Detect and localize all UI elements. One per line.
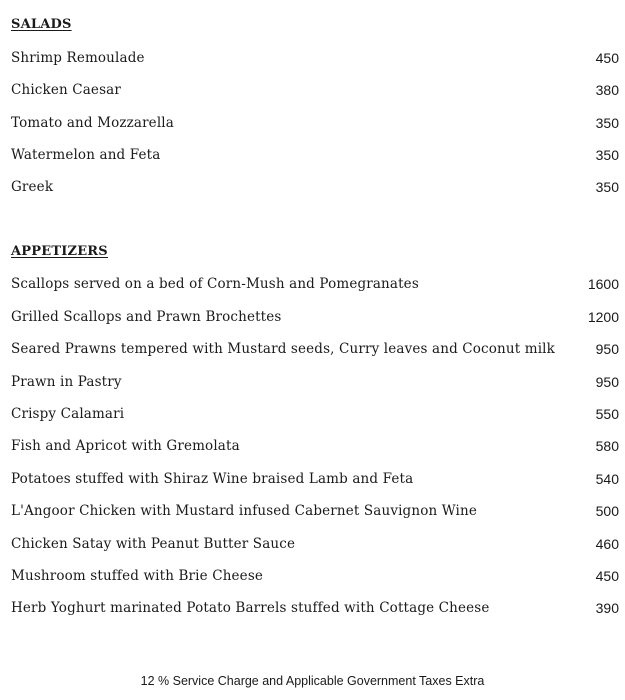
menu-item-price: 390 — [595, 600, 619, 616]
menu-item — [11, 307, 619, 327]
menu-item-price: 460 — [595, 536, 619, 552]
menu-item-name: Watermelon and Feta — [11, 147, 161, 163]
menu-item-name: Tomato and Mozzarella — [11, 115, 174, 131]
menu-item-price: 580 — [595, 438, 619, 454]
menu-item-price: 550 — [595, 406, 619, 422]
menu-item-price: 450 — [595, 50, 619, 66]
menu-item-price: 450 — [595, 568, 619, 584]
menu-item — [11, 177, 619, 197]
menu-item-name: Prawn in Pastry — [11, 374, 122, 390]
menu-item-name: Mushroom stuffed with Brie Cheese — [11, 568, 264, 584]
menu-item — [11, 404, 619, 424]
menu-item-name: Fish and Apricot with Gremolata — [11, 438, 240, 454]
menu-item-price: 500 — [595, 503, 619, 519]
menu-item-name: L'Angoor Chicken with Mustard infused Cabernet Sauvignon Wine — [11, 503, 478, 519]
menu-item-price: 350 — [595, 147, 619, 163]
menu-item — [11, 48, 619, 68]
menu-item — [11, 113, 619, 133]
menu-item-price: 950 — [595, 374, 619, 390]
menu-item-name: Herb Yoghurt marinated Potato Barrels stuffed with Cottage Cheese — [11, 600, 490, 616]
menu-item-name: Crispy Calamari — [11, 406, 125, 422]
menu-item-name: Shrimp Remoulade — [11, 50, 145, 66]
menu-item — [11, 372, 619, 392]
menu-item-price: 380 — [595, 82, 619, 98]
menu-item-price: 950 — [595, 341, 619, 357]
menu-item — [11, 339, 619, 359]
menu-item — [11, 469, 619, 489]
menu-item — [11, 501, 619, 521]
menu-item — [11, 80, 619, 100]
menu-item-price: 350 — [595, 179, 619, 195]
salads-heading: SALADS — [11, 17, 72, 32]
menu-item — [11, 534, 619, 554]
menu-item — [11, 566, 619, 586]
menu-item — [11, 598, 619, 618]
appetizers-heading: APPETIZERS — [11, 244, 108, 259]
menu-item-name: Scallops served on a bed of Corn-Mush and Pomegranates — [11, 276, 419, 292]
menu-item-price: 350 — [595, 115, 619, 131]
menu-item-name: Seared Prawns tempered with Mustard seeds, Curry leaves and Coconut milk — [11, 341, 555, 357]
menu-item — [11, 145, 619, 165]
menu-item-price: 1600 — [587, 276, 619, 292]
menu-item-price: 1200 — [587, 309, 619, 325]
menu-item — [11, 436, 619, 456]
menu-item — [11, 274, 619, 294]
menu-item-name: Potatoes stuffed with Shiraz Wine braised Lamb and Feta — [11, 471, 414, 487]
menu-item-name: Chicken Caesar — [11, 82, 121, 98]
menu-item-name: Grilled Scallops and Prawn Brochettes — [11, 309, 282, 325]
menu-item-price: 540 — [595, 471, 619, 487]
menu-item-name: Greek — [11, 179, 54, 195]
service-charge-note: 12 % Service Charge and Applicable Government Taxes Extra — [140, 674, 485, 688]
menu-item-name: Chicken Satay with Peanut Butter Sauce — [11, 536, 296, 552]
